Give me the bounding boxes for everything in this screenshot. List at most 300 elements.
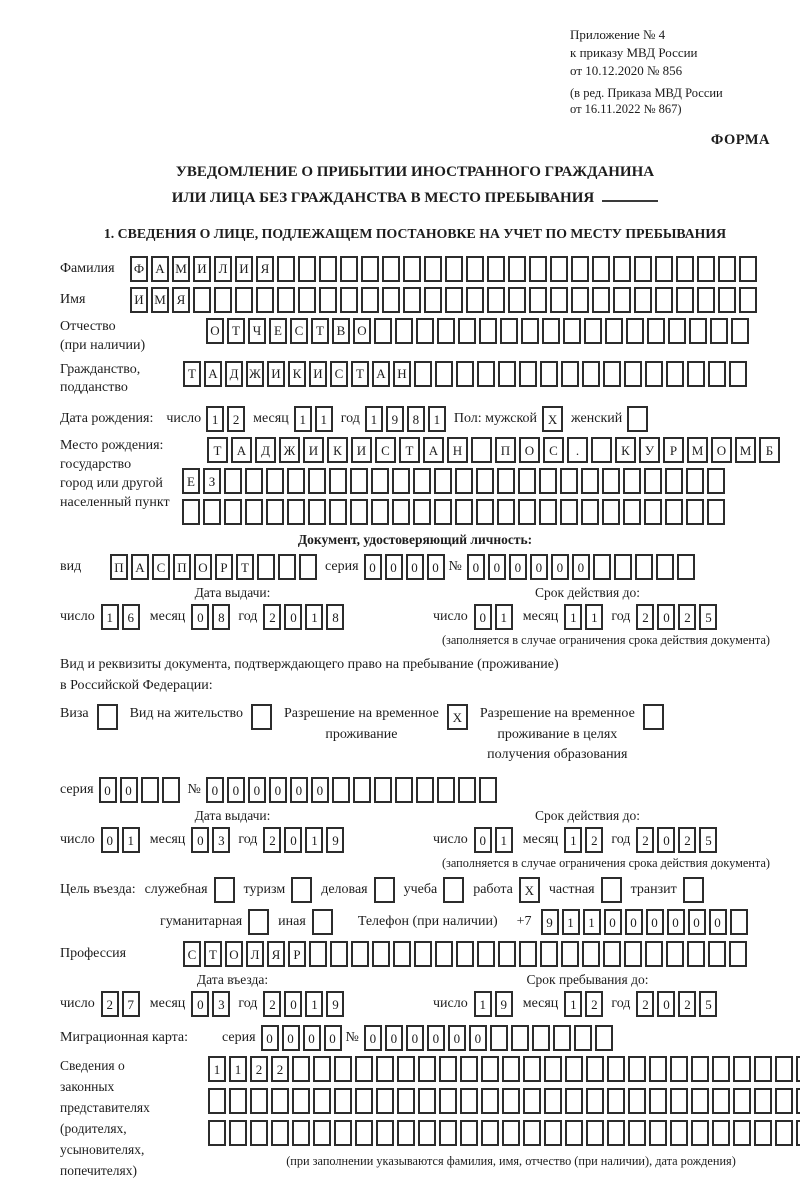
entry-month-cell[interactable]: 0 — [191, 991, 209, 1017]
entry-day-cell[interactable]: 2 — [101, 991, 119, 1017]
birth-place-cell[interactable]: О — [711, 437, 732, 463]
representative-cell[interactable] — [523, 1088, 541, 1114]
patronymic-cell[interactable]: О — [206, 318, 224, 344]
residence-permit-checkbox[interactable] — [251, 704, 272, 730]
representative-cell[interactable] — [502, 1120, 520, 1146]
firstname-cell[interactable] — [256, 287, 274, 313]
representative-cell[interactable] — [733, 1056, 751, 1082]
surname-cell[interactable]: Ф — [130, 256, 148, 282]
doc-number-cell[interactable]: 0 — [551, 554, 569, 580]
valid-year-cell[interactable]: 0 — [657, 604, 675, 630]
firstname-cell[interactable]: М — [151, 287, 169, 313]
entry-year-cell[interactable]: 9 — [326, 991, 344, 1017]
representative-cell[interactable] — [502, 1056, 520, 1082]
birth-place-cell[interactable] — [707, 499, 725, 525]
migration-number-cell[interactable] — [553, 1025, 571, 1051]
residence-number-cell[interactable] — [458, 777, 476, 803]
representative-cell[interactable] — [460, 1120, 478, 1146]
stay-year-cell[interactable]: 0 — [657, 991, 675, 1017]
phone-digit-cell[interactable]: 0 — [667, 909, 685, 935]
representative-cell[interactable] — [691, 1088, 709, 1114]
firstname-cell[interactable] — [529, 287, 547, 313]
representative-cell[interactable] — [292, 1088, 310, 1114]
firstname-cell[interactable]: И — [130, 287, 148, 313]
representative-cell[interactable] — [397, 1088, 415, 1114]
representative-cell[interactable] — [418, 1056, 436, 1082]
birth-place-cell[interactable] — [581, 468, 599, 494]
migration-number-cell[interactable] — [532, 1025, 550, 1051]
representative-cell[interactable] — [691, 1120, 709, 1146]
birth-place-cell[interactable] — [497, 499, 515, 525]
surname-cell[interactable] — [697, 256, 715, 282]
residence-number-cell[interactable]: 0 — [206, 777, 224, 803]
citizenship-cell[interactable]: Д — [225, 361, 243, 387]
birth-place-cell[interactable] — [539, 468, 557, 494]
citizenship-cell[interactable]: С — [330, 361, 348, 387]
doc-number-cell[interactable]: 0 — [530, 554, 548, 580]
birth-year-cell[interactable]: 9 — [386, 406, 404, 432]
representative-cell[interactable]: 2 — [271, 1056, 289, 1082]
representative-cell[interactable] — [313, 1056, 331, 1082]
valid-year-cell[interactable]: 2 — [636, 604, 654, 630]
surname-cell[interactable] — [382, 256, 400, 282]
birth-place-cell[interactable] — [560, 499, 578, 525]
representative-cell[interactable] — [292, 1120, 310, 1146]
birth-place-cell[interactable] — [350, 468, 368, 494]
representative-cell[interactable] — [439, 1120, 457, 1146]
representative-cell[interactable] — [376, 1120, 394, 1146]
representative-cell[interactable] — [229, 1088, 247, 1114]
issue-year-cell[interactable]: 1 — [305, 827, 323, 853]
birth-place-cell[interactable]: М — [687, 437, 708, 463]
patronymic-cell[interactable] — [458, 318, 476, 344]
firstname-cell[interactable] — [466, 287, 484, 313]
birth-place-cell[interactable]: . — [567, 437, 588, 463]
migration-series-cell[interactable]: 0 — [282, 1025, 300, 1051]
birth-place-cell[interactable] — [203, 499, 221, 525]
representative-cell[interactable] — [649, 1056, 667, 1082]
representative-cell[interactable] — [523, 1056, 541, 1082]
doc-series-cell[interactable]: 0 — [406, 554, 424, 580]
citizenship-cell[interactable]: А — [204, 361, 222, 387]
patronymic-cell[interactable]: Т — [311, 318, 329, 344]
patronymic-cell[interactable] — [584, 318, 602, 344]
doc-number-cell[interactable]: 0 — [488, 554, 506, 580]
firstname-cell[interactable] — [424, 287, 442, 313]
stay-year-cell[interactable]: 5 — [699, 991, 717, 1017]
valid-day-cell[interactable]: 1 — [495, 604, 513, 630]
surname-cell[interactable]: М — [172, 256, 190, 282]
representative-cell[interactable] — [565, 1120, 583, 1146]
phone-digit-cell[interactable]: 0 — [625, 909, 643, 935]
issue-year-cell[interactable]: 9 — [326, 827, 344, 853]
issue-month-cell[interactable]: 3 — [212, 827, 230, 853]
birth-place-cell[interactable] — [413, 499, 431, 525]
profession-cell[interactable]: Л — [246, 941, 264, 967]
representative-cell[interactable] — [586, 1088, 604, 1114]
firstname-cell[interactable] — [487, 287, 505, 313]
representative-cell[interactable] — [481, 1120, 499, 1146]
representative-cell[interactable] — [439, 1088, 457, 1114]
surname-cell[interactable] — [424, 256, 442, 282]
phone-digit-cell[interactable]: 0 — [604, 909, 622, 935]
doc-kind-cell[interactable] — [257, 554, 275, 580]
birth-place-cell[interactable] — [287, 499, 305, 525]
profession-cell[interactable] — [414, 941, 432, 967]
birth-place-cell[interactable] — [602, 468, 620, 494]
representative-cell[interactable]: 1 — [229, 1056, 247, 1082]
issue-day-cell[interactable]: 1 — [101, 604, 119, 630]
surname-cell[interactable] — [487, 256, 505, 282]
entry-year-cell[interactable]: 1 — [305, 991, 323, 1017]
firstname-cell[interactable] — [340, 287, 358, 313]
patronymic-cell[interactable]: Е — [269, 318, 287, 344]
birth-place-cell[interactable]: А — [231, 437, 252, 463]
birth-year-cell[interactable]: 1 — [365, 406, 383, 432]
doc-kind-cell[interactable] — [278, 554, 296, 580]
birth-place-cell[interactable] — [686, 499, 704, 525]
profession-cell[interactable] — [624, 941, 642, 967]
birth-place-cell[interactable]: А — [423, 437, 444, 463]
surname-cell[interactable] — [739, 256, 757, 282]
surname-cell[interactable] — [277, 256, 295, 282]
birth-place-cell[interactable]: З — [203, 468, 221, 494]
birth-place-cell[interactable] — [644, 468, 662, 494]
representative-cell[interactable] — [313, 1120, 331, 1146]
surname-cell[interactable] — [361, 256, 379, 282]
doc-number-cell[interactable] — [614, 554, 632, 580]
migration-number-cell[interactable] — [574, 1025, 592, 1051]
birth-place-cell[interactable]: Т — [207, 437, 228, 463]
representative-cell[interactable] — [712, 1088, 730, 1114]
residence-series-cell[interactable]: 0 — [99, 777, 117, 803]
birth-place-cell[interactable] — [266, 468, 284, 494]
birth-place-cell[interactable] — [665, 468, 683, 494]
representative-cell[interactable] — [586, 1120, 604, 1146]
firstname-cell[interactable] — [445, 287, 463, 313]
doc-kind-cell[interactable] — [299, 554, 317, 580]
doc-series-cell[interactable]: 0 — [364, 554, 382, 580]
representative-cell[interactable] — [439, 1056, 457, 1082]
migration-number-cell[interactable] — [595, 1025, 613, 1051]
birth-place-cell[interactable] — [434, 499, 452, 525]
migration-number-cell[interactable]: 0 — [406, 1025, 424, 1051]
surname-cell[interactable] — [592, 256, 610, 282]
surname-cell[interactable] — [445, 256, 463, 282]
surname-cell[interactable]: Л — [214, 256, 232, 282]
birth-place-cell[interactable] — [308, 499, 326, 525]
valid-day-cell[interactable]: 1 — [495, 827, 513, 853]
issue-year-cell[interactable]: 8 — [326, 604, 344, 630]
patronymic-cell[interactable] — [374, 318, 392, 344]
migration-number-cell[interactable] — [490, 1025, 508, 1051]
profession-cell[interactable] — [687, 941, 705, 967]
residence-number-cell[interactable]: 0 — [248, 777, 266, 803]
residence-number-cell[interactable]: 0 — [290, 777, 308, 803]
birth-place-cell[interactable]: К — [327, 437, 348, 463]
citizenship-cell[interactable]: Т — [351, 361, 369, 387]
migration-series-cell[interactable]: 0 — [303, 1025, 321, 1051]
patronymic-cell[interactable] — [626, 318, 644, 344]
phone-digit-cell[interactable]: 1 — [562, 909, 580, 935]
birth-place-cell[interactable] — [686, 468, 704, 494]
birth-place-cell[interactable] — [434, 468, 452, 494]
issue-month-cell[interactable]: 8 — [212, 604, 230, 630]
patronymic-cell[interactable] — [689, 318, 707, 344]
residence-series-cell[interactable] — [141, 777, 159, 803]
representative-cell[interactable] — [628, 1088, 646, 1114]
representative-cell[interactable] — [481, 1088, 499, 1114]
purpose-checkbox[interactable] — [683, 877, 704, 903]
purpose-checkbox[interactable] — [214, 877, 235, 903]
citizenship-cell[interactable] — [666, 361, 684, 387]
firstname-cell[interactable] — [214, 287, 232, 313]
citizenship-cell[interactable]: И — [309, 361, 327, 387]
profession-cell[interactable] — [393, 941, 411, 967]
birth-place-cell[interactable] — [707, 468, 725, 494]
profession-cell[interactable] — [708, 941, 726, 967]
profession-cell[interactable]: С — [183, 941, 201, 967]
patronymic-cell[interactable] — [731, 318, 749, 344]
issue-day-cell[interactable]: 0 — [101, 827, 119, 853]
representative-cell[interactable] — [607, 1120, 625, 1146]
profession-cell[interactable] — [540, 941, 558, 967]
phone-digit-cell[interactable]: 0 — [688, 909, 706, 935]
patronymic-cell[interactable]: Т — [227, 318, 245, 344]
firstname-cell[interactable] — [739, 287, 757, 313]
residence-series-cell[interactable] — [162, 777, 180, 803]
birth-year-cell[interactable]: 1 — [428, 406, 446, 432]
birth-place-cell[interactable]: И — [351, 437, 372, 463]
profession-cell[interactable] — [435, 941, 453, 967]
citizenship-cell[interactable] — [477, 361, 495, 387]
representative-cell[interactable] — [481, 1056, 499, 1082]
migration-number-cell[interactable]: 0 — [427, 1025, 445, 1051]
citizenship-cell[interactable]: А — [372, 361, 390, 387]
phone-digit-cell[interactable]: 0 — [709, 909, 727, 935]
firstname-cell[interactable] — [655, 287, 673, 313]
birth-place-cell[interactable] — [413, 468, 431, 494]
migration-series-cell[interactable]: 0 — [261, 1025, 279, 1051]
residence-series-cell[interactable]: 0 — [120, 777, 138, 803]
profession-cell[interactable] — [519, 941, 537, 967]
patronymic-cell[interactable] — [668, 318, 686, 344]
representative-cell[interactable] — [649, 1088, 667, 1114]
doc-number-cell[interactable] — [635, 554, 653, 580]
patronymic-cell[interactable] — [563, 318, 581, 344]
stay-year-cell[interactable]: 2 — [636, 991, 654, 1017]
surname-cell[interactable] — [298, 256, 316, 282]
issue-day-cell[interactable]: 1 — [122, 827, 140, 853]
profession-cell[interactable] — [351, 941, 369, 967]
birth-place-cell[interactable]: Д — [255, 437, 276, 463]
patronymic-cell[interactable] — [416, 318, 434, 344]
patronymic-cell[interactable] — [710, 318, 728, 344]
citizenship-cell[interactable] — [729, 361, 747, 387]
profession-cell[interactable] — [498, 941, 516, 967]
doc-number-cell[interactable]: 0 — [572, 554, 590, 580]
doc-number-cell[interactable] — [593, 554, 611, 580]
doc-kind-cell[interactable]: П — [173, 554, 191, 580]
issue-month-cell[interactable]: 0 — [191, 827, 209, 853]
phone-digit-cell[interactable] — [730, 909, 748, 935]
patronymic-cell[interactable]: Ч — [248, 318, 266, 344]
citizenship-cell[interactable] — [519, 361, 537, 387]
surname-cell[interactable] — [676, 256, 694, 282]
doc-kind-cell[interactable]: Т — [236, 554, 254, 580]
firstname-cell[interactable] — [403, 287, 421, 313]
firstname-cell[interactable] — [718, 287, 736, 313]
valid-year-cell[interactable]: 2 — [678, 827, 696, 853]
representative-cell[interactable] — [229, 1120, 247, 1146]
entry-day-cell[interactable]: 7 — [122, 991, 140, 1017]
residence-number-cell[interactable] — [479, 777, 497, 803]
entry-month-cell[interactable]: 3 — [212, 991, 230, 1017]
representative-cell[interactable]: 2 — [250, 1056, 268, 1082]
doc-kind-cell[interactable]: О — [194, 554, 212, 580]
edu-permit-checkbox[interactable] — [643, 704, 664, 730]
birth-place-cell[interactable]: О — [519, 437, 540, 463]
representative-cell[interactable] — [334, 1056, 352, 1082]
representative-cell[interactable] — [775, 1088, 793, 1114]
representative-cell[interactable] — [775, 1056, 793, 1082]
surname-cell[interactable]: Я — [256, 256, 274, 282]
doc-series-cell[interactable]: 0 — [385, 554, 403, 580]
profession-cell[interactable] — [309, 941, 327, 967]
citizenship-cell[interactable]: К — [288, 361, 306, 387]
purpose-checkbox[interactable] — [291, 877, 312, 903]
birth-place-cell[interactable]: Е — [182, 468, 200, 494]
representative-cell[interactable] — [355, 1120, 373, 1146]
representative-cell[interactable] — [691, 1056, 709, 1082]
birth-place-cell[interactable] — [476, 468, 494, 494]
profession-cell[interactable]: Я — [267, 941, 285, 967]
migration-number-cell[interactable]: 0 — [364, 1025, 382, 1051]
representative-cell[interactable] — [670, 1088, 688, 1114]
representative-cell[interactable] — [796, 1120, 800, 1146]
profession-cell[interactable] — [477, 941, 495, 967]
valid-month-cell[interactable]: 1 — [564, 604, 582, 630]
representative-cell[interactable] — [544, 1056, 562, 1082]
stay-day-cell[interactable]: 9 — [495, 991, 513, 1017]
firstname-cell[interactable] — [508, 287, 526, 313]
representative-cell[interactable] — [313, 1088, 331, 1114]
birth-place-cell[interactable] — [392, 468, 410, 494]
citizenship-cell[interactable] — [624, 361, 642, 387]
migration-series-cell[interactable]: 0 — [324, 1025, 342, 1051]
birth-place-cell[interactable] — [665, 499, 683, 525]
surname-cell[interactable] — [529, 256, 547, 282]
representative-cell[interactable] — [544, 1088, 562, 1114]
profession-cell[interactable] — [330, 941, 348, 967]
birth-month-cell[interactable]: 1 — [294, 406, 312, 432]
male-checkbox[interactable]: X — [542, 406, 563, 432]
representative-cell[interactable] — [565, 1088, 583, 1114]
migration-number-cell[interactable]: 0 — [385, 1025, 403, 1051]
representative-cell[interactable] — [733, 1120, 751, 1146]
birth-place-cell[interactable] — [371, 499, 389, 525]
birth-place-cell[interactable] — [455, 499, 473, 525]
representative-cell[interactable] — [670, 1120, 688, 1146]
residence-number-cell[interactable] — [332, 777, 350, 803]
birth-place-cell[interactable] — [581, 499, 599, 525]
representative-cell[interactable] — [607, 1088, 625, 1114]
birth-place-cell[interactable]: И — [303, 437, 324, 463]
profession-cell[interactable] — [603, 941, 621, 967]
representative-cell[interactable] — [502, 1088, 520, 1114]
birth-place-cell[interactable]: М — [735, 437, 756, 463]
profession-cell[interactable] — [372, 941, 390, 967]
phone-digit-cell[interactable]: 9 — [541, 909, 559, 935]
representative-cell[interactable] — [754, 1120, 772, 1146]
visa-checkbox[interactable] — [97, 704, 118, 730]
migration-number-cell[interactable]: 0 — [448, 1025, 466, 1051]
firstname-cell[interactable] — [319, 287, 337, 313]
doc-kind-cell[interactable]: Р — [215, 554, 233, 580]
representative-cell[interactable] — [754, 1056, 772, 1082]
birth-day-cell[interactable]: 1 — [206, 406, 224, 432]
patronymic-cell[interactable] — [605, 318, 623, 344]
residence-number-cell[interactable] — [353, 777, 371, 803]
valid-day-cell[interactable]: 0 — [474, 827, 492, 853]
firstname-cell[interactable]: Я — [172, 287, 190, 313]
patronymic-cell[interactable] — [437, 318, 455, 344]
doc-number-cell[interactable]: 0 — [509, 554, 527, 580]
representative-cell[interactable] — [334, 1120, 352, 1146]
birth-place-cell[interactable] — [329, 499, 347, 525]
representative-cell[interactable] — [208, 1088, 226, 1114]
representative-cell[interactable] — [460, 1056, 478, 1082]
issue-year-cell[interactable]: 2 — [263, 604, 281, 630]
surname-cell[interactable] — [319, 256, 337, 282]
surname-cell[interactable] — [571, 256, 589, 282]
representative-cell[interactable] — [397, 1056, 415, 1082]
temp-permit-checkbox[interactable]: X — [447, 704, 468, 730]
purpose-checkbox[interactable] — [374, 877, 395, 903]
representative-cell[interactable] — [355, 1088, 373, 1114]
representative-cell[interactable] — [796, 1088, 800, 1114]
issue-day-cell[interactable]: 6 — [122, 604, 140, 630]
surname-cell[interactable]: И — [193, 256, 211, 282]
birth-place-cell[interactable]: У — [639, 437, 660, 463]
citizenship-cell[interactable] — [498, 361, 516, 387]
representative-cell[interactable] — [754, 1088, 772, 1114]
representative-cell[interactable] — [628, 1056, 646, 1082]
birth-month-cell[interactable]: 1 — [315, 406, 333, 432]
issue-year-cell[interactable]: 1 — [305, 604, 323, 630]
birth-place-cell[interactable] — [476, 499, 494, 525]
representative-cell[interactable] — [712, 1056, 730, 1082]
profession-cell[interactable]: О — [225, 941, 243, 967]
birth-place-cell[interactable] — [602, 499, 620, 525]
firstname-cell[interactable] — [571, 287, 589, 313]
residence-number-cell[interactable] — [437, 777, 455, 803]
valid-year-cell[interactable]: 2 — [678, 604, 696, 630]
doc-number-cell[interactable] — [656, 554, 674, 580]
stay-day-cell[interactable]: 1 — [474, 991, 492, 1017]
birth-place-cell[interactable] — [350, 499, 368, 525]
citizenship-cell[interactable] — [540, 361, 558, 387]
representative-cell[interactable] — [712, 1120, 730, 1146]
firstname-cell[interactable] — [193, 287, 211, 313]
purpose-checkbox[interactable] — [312, 909, 333, 935]
purpose-checkbox[interactable] — [248, 909, 269, 935]
birth-place-cell[interactable]: Р — [663, 437, 684, 463]
birth-place-cell[interactable] — [392, 499, 410, 525]
representative-cell[interactable] — [250, 1120, 268, 1146]
surname-cell[interactable] — [466, 256, 484, 282]
doc-kind-cell[interactable]: С — [152, 554, 170, 580]
